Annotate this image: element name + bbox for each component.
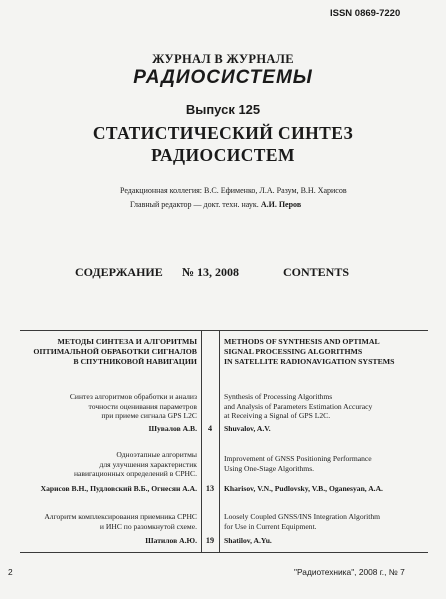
article-3-title-en: Loosely Coupled GNSS/INS Integration Algorithm for Use in Current Equipment. bbox=[224, 512, 381, 531]
contents-heading-ru: СОДЕРЖАНИЕ bbox=[75, 265, 163, 279]
page-column-left-line bbox=[201, 330, 202, 552]
issue-title-line-1: СТАТИСТИЧЕСКИЙ СИНТЕЗ bbox=[92, 123, 354, 143]
editorial-board: Редакционная коллегия: В.С. Ефименко, Л.А. Разум, В.Н. Харисов bbox=[120, 186, 347, 195]
issn-number: ISSN 0869-7220 bbox=[330, 8, 401, 19]
chief-editor-name: А.И. Перов bbox=[260, 200, 302, 209]
section-heading-ru: МЕТОДЫ СИНТЕЗА И АЛГОРИТМЫ ОПТИМАЛЬНОЙ ОБРАБОТКИ СИГНАЛОВ В СПУТНИКОВОЙ НАВИГАЦИИ bbox=[33, 337, 197, 366]
article-3-title-ru: Алгоритм комплексирования приемника СРНС и ИНС по разомкнутой схеме. bbox=[44, 512, 197, 531]
chief-editor-prefix: Главный редактор — докт. техн. наук. bbox=[130, 200, 259, 209]
issue-number: № 13, 2008 bbox=[182, 265, 240, 279]
article-3-page: 19 bbox=[205, 536, 215, 545]
section-heading-en: METHODS OF SYNTHESIS AND OPTIMAL SIGNAL PROCESSING ALGORITHMS IN SATELLITE RADIONAVIGATION SYSTEMS bbox=[224, 337, 395, 366]
series-title: РАДИОСИСТЕМЫ bbox=[133, 67, 313, 88]
contents-heading-en: CONTENTS bbox=[283, 265, 350, 279]
issue-label: Выпуск 125 bbox=[185, 102, 261, 117]
top-rule bbox=[20, 330, 428, 331]
journal-in-journal-label: ЖУРНАЛ В ЖУРНАЛЕ bbox=[152, 52, 294, 66]
article-1-title-en: Synthesis of Processing Algorithms and Analysis of Parameters Estimation Accuracy at Receiving a Signal of GPS L2C. bbox=[224, 392, 373, 421]
article-2-title-en: Improvement of GNSS Positioning Performance Using One-Stage Algorithms. bbox=[224, 454, 372, 473]
article-1-authors-ru: Шувалов А.В. bbox=[148, 424, 197, 433]
article-2-authors-en: Kharisov, V.N., Pudlovsky, V.B., Oganesyan, A.A. bbox=[224, 484, 383, 493]
article-2-page: 13 bbox=[205, 484, 215, 493]
article-3-authors-en: Shatilov, A.Yu. bbox=[224, 536, 272, 545]
article-2-authors-ru: Харисов В.Н., Пудловский В.Б., Огнесян А.А. bbox=[40, 484, 197, 493]
article-1-title-ru: Синтез алгоритмов обработки и анализ точности оценивания параметров при приеме сигнала GPS L2C bbox=[69, 392, 197, 421]
article-1-page: 4 bbox=[207, 424, 213, 433]
article-2-title-ru: Одноэтапные алгоритмы для улучшения характеристик навигационных определений в СРНС. bbox=[73, 450, 197, 479]
bottom-rule bbox=[20, 552, 428, 553]
footer-page-number: 2 bbox=[8, 567, 13, 577]
page-column-right-line bbox=[219, 330, 220, 552]
article-1-authors-en: Shuvalov, A.V. bbox=[224, 424, 271, 433]
issue-title-line-2: РАДИОСИСТЕМ bbox=[151, 145, 295, 165]
article-3-authors-ru: Шатилов А.Ю. bbox=[145, 536, 197, 545]
footer-source: "Радиотехника", 2008 г., № 7 bbox=[294, 567, 405, 577]
chief-editor bbox=[130, 200, 301, 209]
